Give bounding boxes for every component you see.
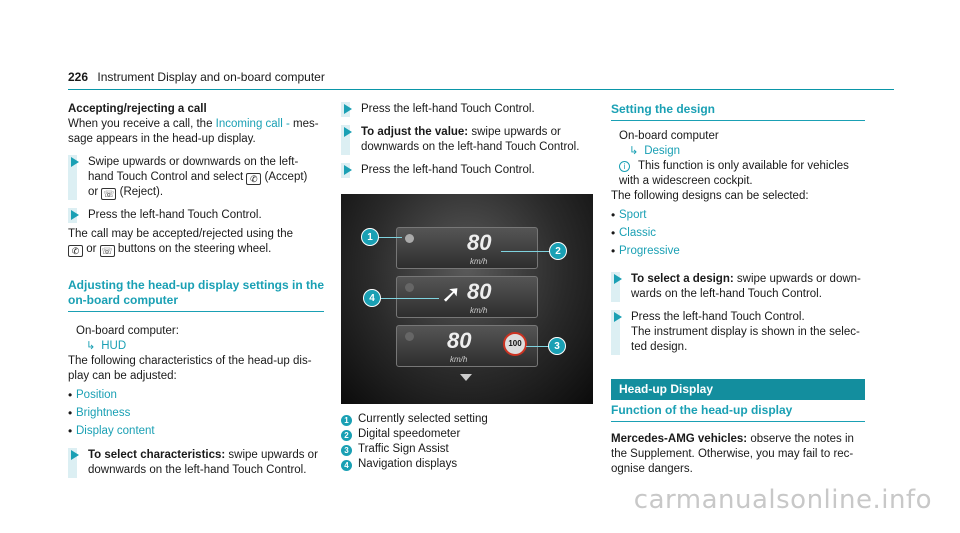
hud-settings-figure xyxy=(341,194,593,404)
header-rule xyxy=(68,89,894,90)
selection-dot xyxy=(405,283,414,292)
watermark: carmanualsonline.info xyxy=(633,485,932,515)
submenu-arrow-icon: ↳ xyxy=(86,340,96,352)
step-arrow-icon xyxy=(71,210,79,220)
speed-unit: km/h xyxy=(450,355,468,364)
menu-path-design: On-board computer ↳ Design xyxy=(619,130,719,157)
list-item: • Sport xyxy=(611,206,865,224)
section-title-hud-settings: Adjusting the head-up display settings in the on-board computer xyxy=(68,278,324,312)
step-arrow-icon xyxy=(614,312,622,322)
legend-item: 4 Navigation displays xyxy=(341,457,597,472)
callout-3: 3 xyxy=(548,337,566,355)
speed-value: 80 xyxy=(467,279,492,304)
step-press-touch-control: Press the left-hand Touch Control. xyxy=(341,102,597,117)
list-item: • Display content xyxy=(68,422,324,440)
phone-accept-icon: ✆ xyxy=(246,173,261,185)
phone-accept-icon: ✆ xyxy=(68,245,83,257)
call-buttons-para: The call may be accepted/rejected using the ✆ or ☏ buttons on the steering wheel. xyxy=(68,228,294,256)
column-2 xyxy=(341,102,597,472)
speed-limit-sign: 100 xyxy=(503,332,527,356)
step-arrow-icon xyxy=(344,104,352,114)
menu-item-design: Design xyxy=(644,145,681,157)
selection-dot xyxy=(405,234,414,243)
step-adjust-value: To adjust the value: swipe upwards or downwards on the left-hand Touch Control. xyxy=(341,125,597,155)
list-item: • Classic xyxy=(611,224,865,242)
step-arrow-icon xyxy=(71,450,79,460)
scroll-down-icon xyxy=(460,374,472,381)
step-press-touch-control: Press the left-hand Touch Control. xyxy=(68,208,324,223)
section-title-hud-function: Function of the head-up display xyxy=(611,403,865,422)
amg-note: Mercedes-AMG vehicles: observe the notes in the Supplement. Otherwise, you may fail to rec- ognise dangers. xyxy=(611,433,854,475)
menu-item-hud: HUD xyxy=(101,340,127,352)
page-number: 226 xyxy=(68,70,89,84)
step-arrow-icon xyxy=(614,274,622,284)
callout-4: 4 xyxy=(363,289,381,307)
callout-1: 1 xyxy=(361,228,379,246)
info-note: i This function is only available for vehicles with a widescreen cockpit. xyxy=(619,160,849,187)
hud-panel-navigation xyxy=(396,276,538,318)
page-header xyxy=(68,70,325,85)
speed-unit: km/h xyxy=(470,306,488,315)
column-3 xyxy=(611,102,865,477)
characteristics-list xyxy=(68,386,324,440)
incoming-call-link: Incoming call - xyxy=(215,118,290,130)
step-arrow-icon xyxy=(344,127,352,137)
callout-2: 2 xyxy=(549,242,567,260)
legend-item: 2 Digital speedometer xyxy=(341,427,597,442)
section-banner-hud: Head-up Display xyxy=(611,379,865,400)
selection-dot xyxy=(405,332,414,341)
column-1 xyxy=(68,102,324,478)
submenu-arrow-icon: ↳ xyxy=(629,145,639,157)
step-select-design: To select a design: swipe upwards or down- wards on the left-hand Touch Control. xyxy=(611,272,865,302)
hud-panel-traffic-sign xyxy=(396,325,538,367)
step-arrow-icon xyxy=(71,157,79,167)
speed-value: 80 xyxy=(467,230,492,255)
nav-arrow-icon: ➚ xyxy=(441,281,462,308)
designs-intro: The following designs can be selected: xyxy=(611,190,809,202)
legend-item: 1 Currently selected setting xyxy=(341,412,597,427)
speed-value: 80 xyxy=(447,328,472,353)
designs-list xyxy=(611,206,865,260)
step-select-accept-reject: Swipe upwards or downwards on the left- hand Touch Control and select ✆ (Accept) or ☏ (Reject). xyxy=(68,155,324,200)
speed-unit: km/h xyxy=(470,257,488,266)
menu-path-hud: On-board computer: ↳ HUD xyxy=(76,325,179,352)
call-intro: When you receive a call, the Incoming call - mes- sage appears in the head-up display. xyxy=(68,118,319,145)
characteristics-intro: The following characteristics of the head-up dis- play can be adjusted: xyxy=(68,355,312,382)
hud-panel-selected xyxy=(396,227,538,269)
step-select-characteristics: To select characteristics: swipe upwards or downwards on the left-hand Touch Control. xyxy=(68,448,324,478)
phone-reject-icon: ☏ xyxy=(101,246,113,256)
figure-legend xyxy=(341,412,597,472)
list-item: • Brightness xyxy=(68,404,324,422)
info-icon: i xyxy=(619,161,630,172)
list-item: • Progressive xyxy=(611,242,865,260)
section-title-call: Accepting/rejecting a call xyxy=(68,103,207,115)
list-item: • Position xyxy=(68,386,324,404)
section-title-design: Setting the design xyxy=(611,102,865,121)
step-press-touch-control: Press the left-hand Touch Control. The instrument display is shown in the selec- ted design. xyxy=(611,310,865,355)
step-press-touch-control: Press the left-hand Touch Control. xyxy=(341,163,597,178)
step-arrow-icon xyxy=(344,165,352,175)
page-header-title: Instrument Display and on-board computer xyxy=(97,70,325,84)
phone-reject-icon: ☏ xyxy=(103,189,115,199)
legend-item: 3 Traffic Sign Assist xyxy=(341,442,597,457)
